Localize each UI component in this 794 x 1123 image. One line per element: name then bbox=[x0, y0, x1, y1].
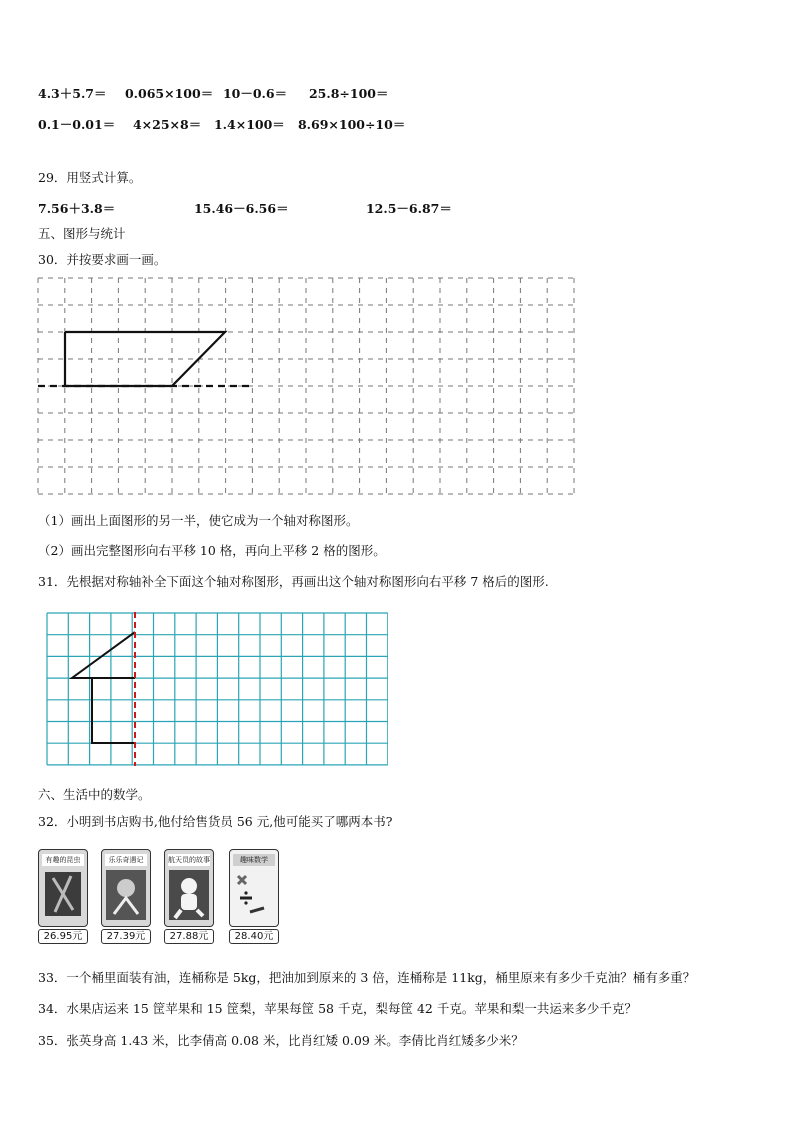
q30-sub2: （2）画出完整图形向右平移 10 格，再向上平移 2 格的图形。 bbox=[38, 543, 386, 558]
calc-row-1 bbox=[38, 84, 388, 102]
book-cover bbox=[101, 849, 151, 927]
book-4 bbox=[229, 849, 279, 944]
calc-item: 25.8÷100＝ bbox=[308, 86, 389, 101]
calc-item: 0.065×100＝ bbox=[124, 86, 214, 101]
book-title: 趣味数学 bbox=[233, 854, 275, 866]
calc-item: 4.3＋5.7＝ bbox=[38, 86, 107, 101]
book-price: 27.88元 bbox=[164, 929, 214, 944]
q29-items bbox=[38, 199, 452, 217]
calc-item: 1.4×100＝ bbox=[213, 117, 285, 132]
section-5-heading: 五、图形与统计 bbox=[38, 226, 126, 241]
q31-grid-figure bbox=[46, 612, 388, 768]
book-price: 26.95元 bbox=[38, 929, 88, 944]
q35-text: 35．张英身高 1.43 米，比李倩高 0.08 米，比肖红矮 0.09 米。李倩比肖红矮多少米？ bbox=[38, 1033, 524, 1048]
q30-grid-figure bbox=[36, 276, 576, 498]
q30-sub1: （1）画出上面图形的另一半，使它成为一个轴对称图形。 bbox=[38, 513, 359, 528]
math-symbols-illustration bbox=[230, 866, 278, 924]
astronaut-illustration bbox=[165, 866, 213, 924]
q31-shape bbox=[72, 632, 135, 743]
q34-text: 34．水果店运来 15 筐苹果和 15 筐梨，苹果每筐 58 千克，梨每筐 42 千克。苹果和梨一共运来多少千克？ bbox=[38, 1001, 637, 1016]
calc-item: 4×25×8＝ bbox=[132, 117, 202, 132]
book-1 bbox=[38, 849, 88, 944]
calc-item: 0.1－0.01＝ bbox=[38, 117, 116, 132]
calc-item: 12.5－6.87＝ bbox=[365, 201, 452, 216]
calc-item: 8.69×100÷10＝ bbox=[297, 117, 406, 132]
book-3 bbox=[164, 849, 214, 944]
book-title: 有趣的昆虫 bbox=[42, 854, 84, 866]
q33-text: 33．一个桶里面装有油，连桶称是 5kg，把油加到原来的 3 倍，连桶称是 11kg，桶里原来有多少千克油？桶有多重？ bbox=[38, 970, 696, 985]
calc-item: 7.56＋3.8＝ bbox=[38, 201, 116, 216]
section-6-heading: 六、生活中的数学。 bbox=[38, 787, 151, 802]
character-illustration bbox=[102, 866, 150, 924]
q30-title: 30．并按要求画一画。 bbox=[38, 252, 167, 267]
calc-item: 10－0.6＝ bbox=[222, 86, 288, 101]
q31-title: 31．先根据对称轴补全下面这个轴对称图形，再画出这个轴对称图形向右平移 7 格后的图形. bbox=[38, 574, 549, 589]
calc-row-2 bbox=[38, 115, 405, 133]
q29-title: 29．用竖式计算。 bbox=[38, 170, 142, 185]
book-price: 27.39元 bbox=[101, 929, 151, 944]
book-2 bbox=[101, 849, 151, 944]
q32-title: 32．小明到书店购书,他付给售货员 56 元,他可能买了哪两本书? bbox=[38, 814, 393, 829]
book-title: 航天员的故事 bbox=[168, 856, 210, 864]
book-title: 乐乐奇遇记 bbox=[105, 854, 147, 866]
book-cover bbox=[164, 849, 214, 927]
book-price: 28.40元 bbox=[229, 929, 279, 944]
book-cover bbox=[38, 849, 88, 927]
calc-item: 15.46－6.56＝ bbox=[193, 201, 289, 216]
book-cover bbox=[229, 849, 279, 927]
insect-illustration bbox=[39, 866, 87, 924]
